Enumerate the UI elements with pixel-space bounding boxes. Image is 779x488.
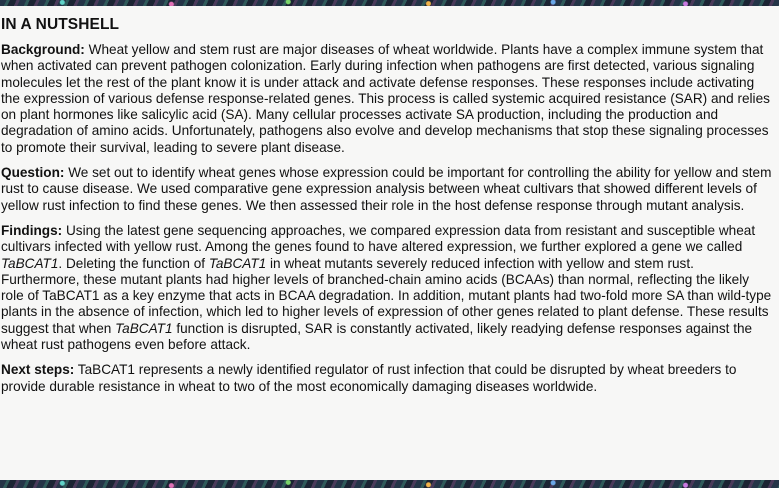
decorative-bottom-border [0, 480, 779, 488]
question-section [1, 165, 775, 214]
question-label: Question: [1, 165, 65, 181]
question-text: We set out to identify wheat genes whose expression could be important for controlling the ability for yellow and stem rust to cause disease. We used comparative gene expression analysis between wheat cultivars that showed different levels of yellow rust infection to find these genes. We then assessed their role in the host defense response through mutant analysis. [1, 165, 772, 213]
findings-text-4: function is disrupted, SAR is constantly activated, likely readying defense responses against the wheat rust pathogens even before attack. [1, 320, 753, 353]
findings-text-1: Using the latest gene sequencing approaches, we compared expression data from resistant and susceptible wheat cultivars infected with yellow rust. Among the genes found to have altered expression, we further explored a gene we called [1, 222, 756, 255]
findings-text-2: . Deleting the function of [58, 255, 209, 271]
findings-label: Findings: [1, 222, 63, 238]
background-label: Background: [1, 42, 85, 57]
gene-name: TaBCAT1 [1, 255, 59, 271]
next-steps-section [1, 362, 775, 395]
panel-title: IN A NUTSHELL [1, 16, 120, 33]
background-text: Wheat yellow and stem rust are major diseases of wheat worldwide. Plants have a complex immune system that when activated can prevent pathogen colonization. Early during infection when pathogens are first detected, various signaling molecules let the rest of the plant know it is under attack and activate defense responses. These responses include activating the expression of various defense response-related genes. This process is called systemic acquired resistance (SAR) and relies on plant hormones like salicylic acid (SA). Many cellular processes activate SA production, including the production and degradation of amino acids. Unfortunately, pathogens also evolve and develop mechanisms that stop these signaling processes to promote their survival, leading to severe plant disease. [1, 42, 770, 155]
next-steps-text: TaBCAT1 represents a newly identified regulator of rust infection that could be disrupted by wheat breeders to provide durable resistance in wheat to two of the most economically damaging diseases worldwide. [1, 362, 737, 394]
nutshell-panel [0, 6, 779, 480]
next-steps-label: Next steps: [1, 362, 75, 378]
background-section [1, 42, 775, 156]
gene-name: TaBCAT1 [208, 255, 267, 271]
findings-text-3: in wheat mutants severely reduced infection with yellow and stem rust. Furthermore, these mutant plants had higher levels of branched-chain amino acids (BCAAs) than normal, reflecting the likely role of TaBCAT1 as a key enzyme that acts in BCAA degradation. In addition, mutant plants had two-fold more SA than wild-type plants in the absence of infection, which led to higher levels of expression of other genes related to plant defense. These results suggest that when [1, 255, 772, 336]
findings-section [1, 223, 775, 353]
gene-name: TaBCAT1 [115, 320, 173, 336]
